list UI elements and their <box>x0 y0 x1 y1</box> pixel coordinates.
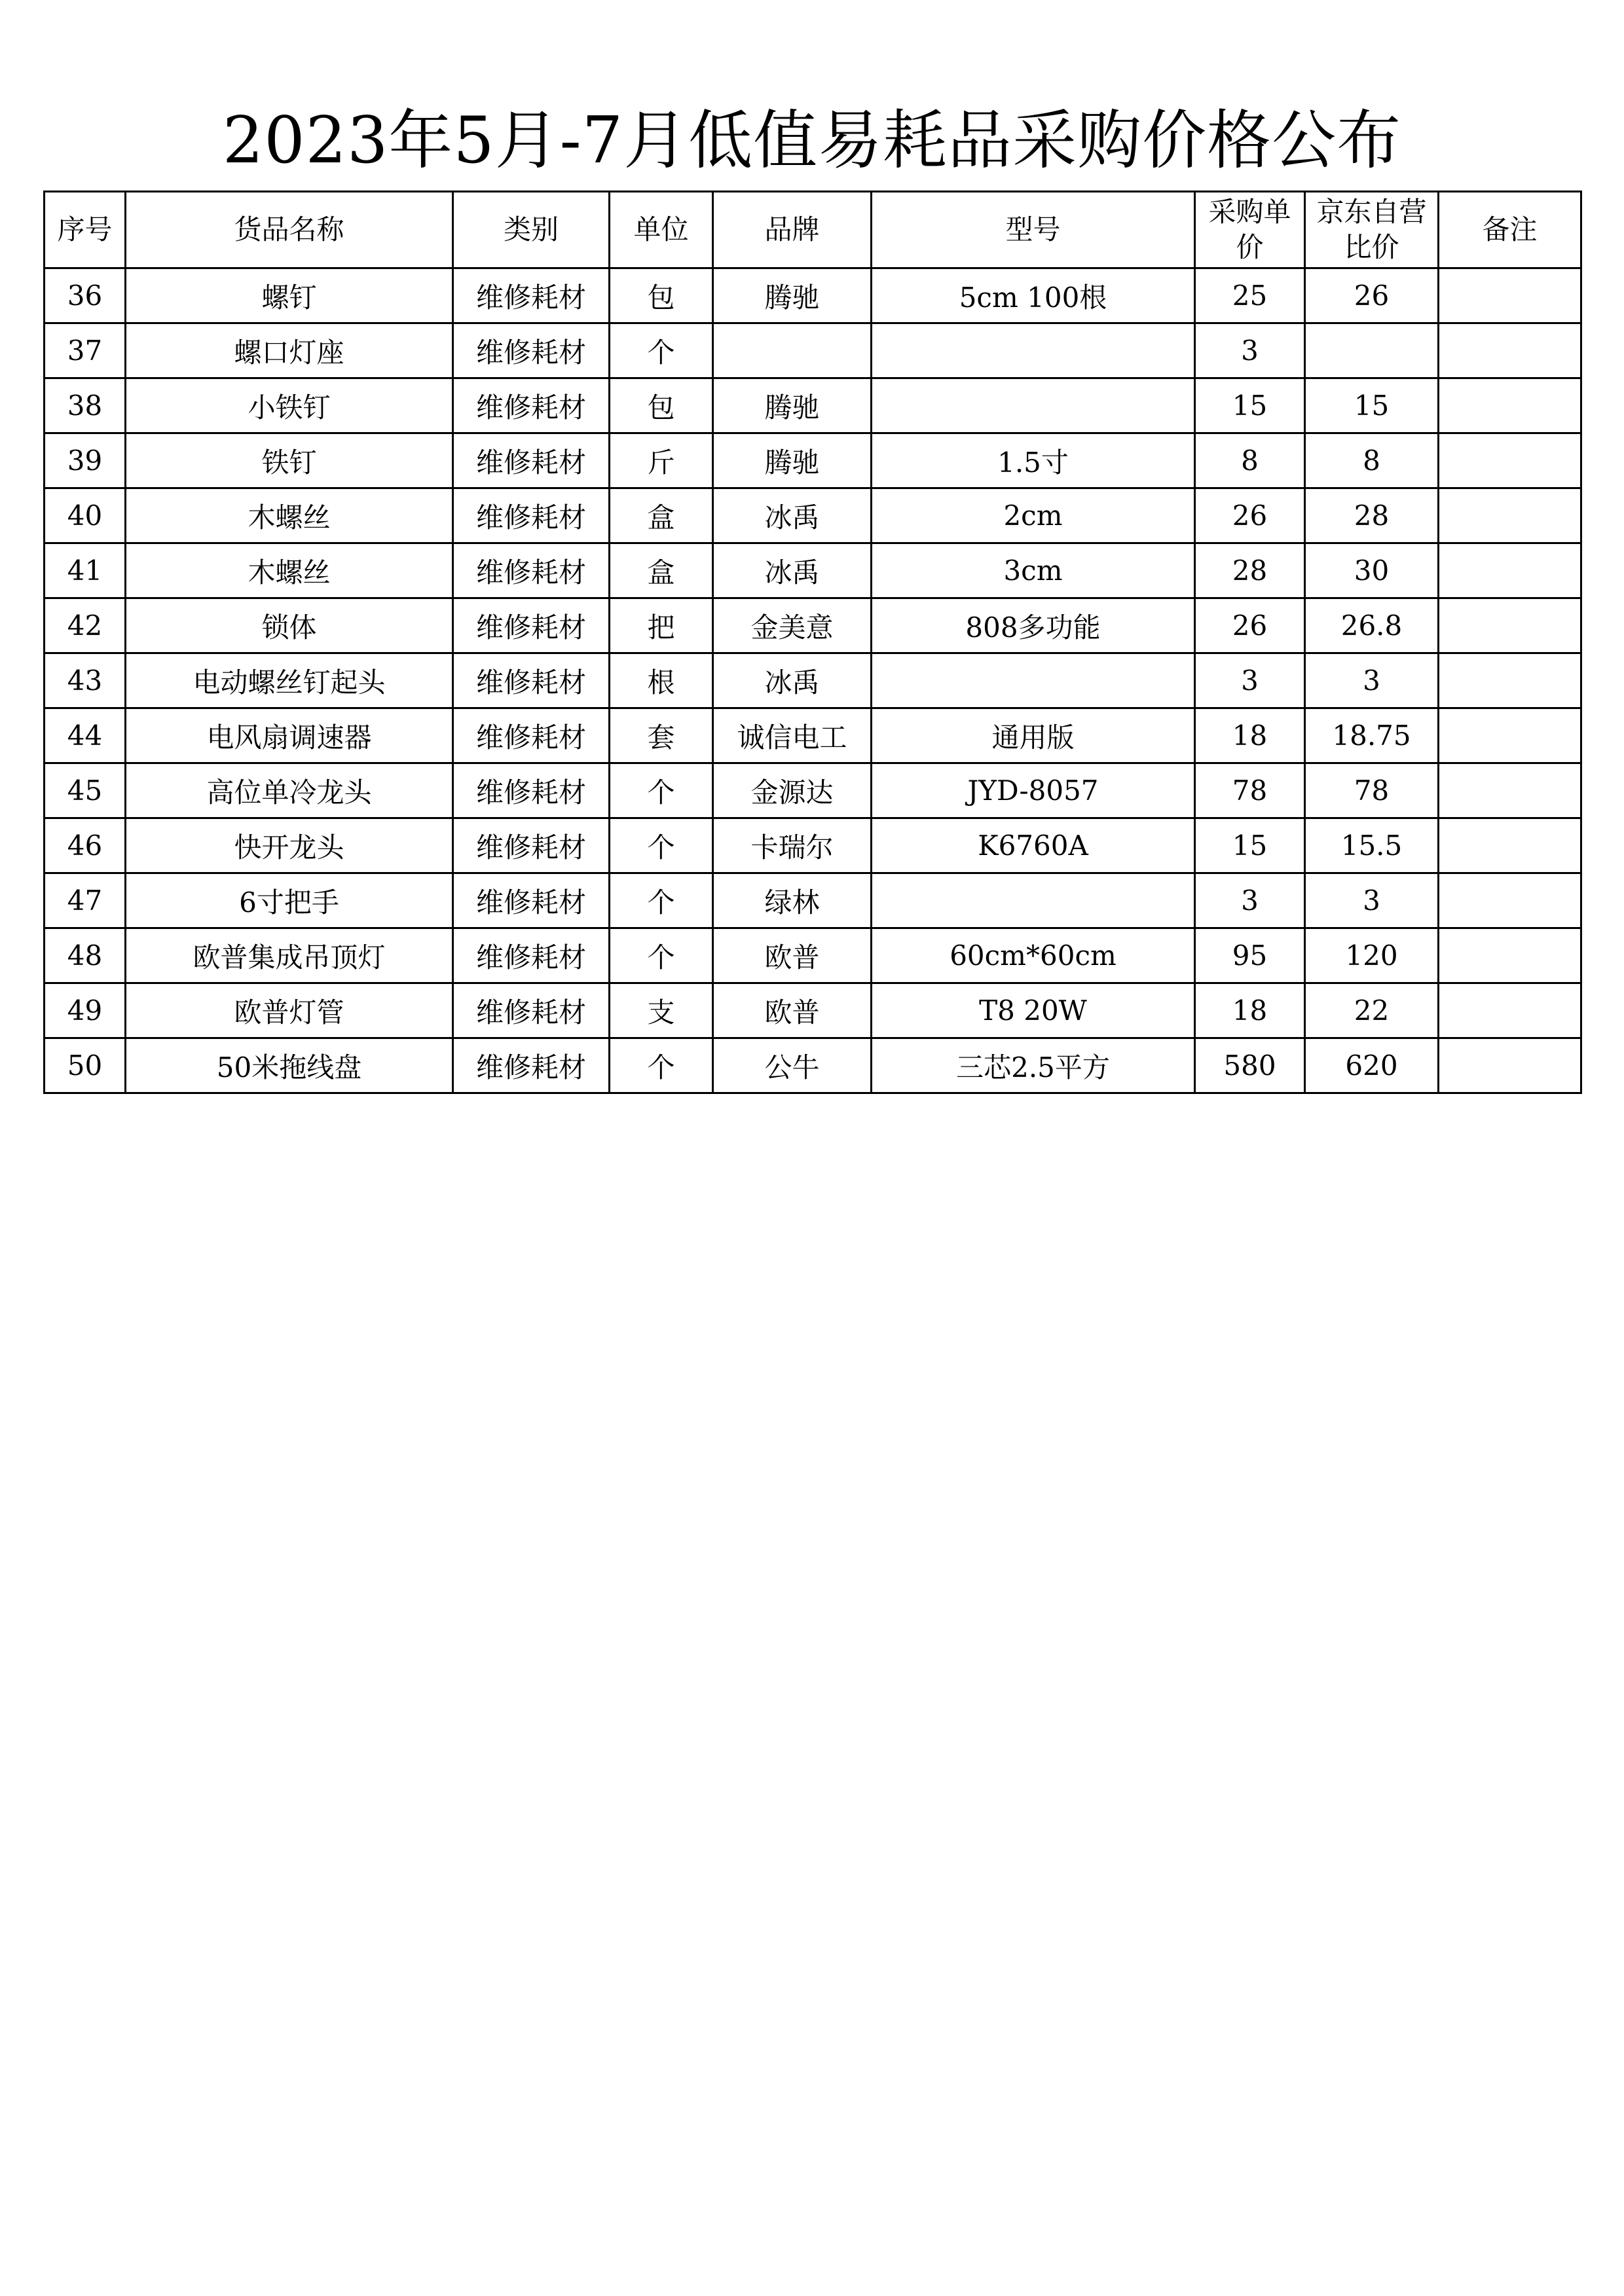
cell-unit: 斤 <box>610 433 713 488</box>
cell-unit: 个 <box>610 323 713 378</box>
cell-category: 维修耗材 <box>453 1038 610 1093</box>
cell-note <box>1439 378 1581 433</box>
header-model: 型号 <box>872 192 1195 268</box>
cell-name: 6寸把手 <box>126 873 453 928</box>
cell-brand: 欧普 <box>713 983 872 1038</box>
cell-no: 49 <box>45 983 126 1038</box>
cell-unit: 套 <box>610 708 713 763</box>
cell-no: 38 <box>45 378 126 433</box>
table-row <box>45 378 1581 433</box>
cell-price: 3 <box>1195 873 1305 928</box>
cell-note <box>1439 323 1581 378</box>
cell-unit: 个 <box>610 873 713 928</box>
cell-note <box>1439 1038 1581 1093</box>
cell-model <box>872 378 1195 433</box>
cell-unit: 把 <box>610 598 713 653</box>
cell-note <box>1439 708 1581 763</box>
cell-price: 3 <box>1195 653 1305 708</box>
cell-model: 5cm 100根 <box>872 268 1195 323</box>
table-body <box>45 268 1581 1093</box>
cell-brand: 腾驰 <box>713 268 872 323</box>
table-row <box>45 818 1581 873</box>
cell-category: 维修耗材 <box>453 543 610 598</box>
cell-model: 通用版 <box>872 708 1195 763</box>
cell-name: 小铁钉 <box>126 378 453 433</box>
cell-no: 47 <box>45 873 126 928</box>
cell-price: 18 <box>1195 983 1305 1038</box>
table-row <box>45 543 1581 598</box>
cell-note <box>1439 488 1581 543</box>
cell-model <box>872 323 1195 378</box>
cell-no: 40 <box>45 488 126 543</box>
cell-name: 50米拖线盘 <box>126 1038 453 1093</box>
cell-name: 欧普灯管 <box>126 983 453 1038</box>
cell-model <box>872 653 1195 708</box>
table-row <box>45 708 1581 763</box>
table-row <box>45 928 1581 983</box>
cell-price: 25 <box>1195 268 1305 323</box>
cell-jd-price: 28 <box>1305 488 1439 543</box>
table-header-row <box>45 192 1581 268</box>
cell-jd-price: 620 <box>1305 1038 1439 1093</box>
cell-no: 45 <box>45 763 126 818</box>
cell-no: 37 <box>45 323 126 378</box>
cell-category: 维修耗材 <box>453 708 610 763</box>
cell-jd-price: 22 <box>1305 983 1439 1038</box>
cell-price: 3 <box>1195 323 1305 378</box>
cell-brand: 腾驰 <box>713 433 872 488</box>
cell-note <box>1439 543 1581 598</box>
cell-name: 欧普集成吊顶灯 <box>126 928 453 983</box>
cell-note <box>1439 598 1581 653</box>
cell-jd-price: 3 <box>1305 873 1439 928</box>
header-price: 采购单价 <box>1195 192 1305 268</box>
cell-no: 50 <box>45 1038 126 1093</box>
cell-category: 维修耗材 <box>453 433 610 488</box>
cell-jd-price <box>1305 323 1439 378</box>
cell-name: 木螺丝 <box>126 543 453 598</box>
page-title: 2023年5月-7月低值易耗品采购价格公布 <box>222 103 1402 178</box>
cell-price: 26 <box>1195 598 1305 653</box>
cell-price: 15 <box>1195 818 1305 873</box>
cell-jd-price: 15 <box>1305 378 1439 433</box>
cell-name: 木螺丝 <box>126 488 453 543</box>
cell-category: 维修耗材 <box>453 983 610 1038</box>
table-row <box>45 873 1581 928</box>
cell-brand: 公牛 <box>713 1038 872 1093</box>
cell-no: 43 <box>45 653 126 708</box>
cell-note <box>1439 818 1581 873</box>
cell-price: 18 <box>1195 708 1305 763</box>
cell-price: 8 <box>1195 433 1305 488</box>
cell-model: 2cm <box>872 488 1195 543</box>
header-brand: 品牌 <box>713 192 872 268</box>
cell-category: 维修耗材 <box>453 818 610 873</box>
header-category: 类别 <box>453 192 610 268</box>
cell-jd-price: 15.5 <box>1305 818 1439 873</box>
cell-price: 15 <box>1195 378 1305 433</box>
cell-category: 维修耗材 <box>453 763 610 818</box>
header-unit: 单位 <box>610 192 713 268</box>
cell-no: 42 <box>45 598 126 653</box>
cell-jd-price: 120 <box>1305 928 1439 983</box>
table-row <box>45 323 1581 378</box>
cell-note <box>1439 873 1581 928</box>
cell-no: 46 <box>45 818 126 873</box>
cell-price: 26 <box>1195 488 1305 543</box>
cell-category: 维修耗材 <box>453 653 610 708</box>
price-table <box>43 191 1582 1094</box>
cell-unit: 个 <box>610 818 713 873</box>
cell-brand: 金源达 <box>713 763 872 818</box>
cell-jd-price: 18.75 <box>1305 708 1439 763</box>
cell-brand <box>713 323 872 378</box>
cell-brand: 冰禹 <box>713 653 872 708</box>
cell-note <box>1439 653 1581 708</box>
cell-jd-price: 30 <box>1305 543 1439 598</box>
cell-note <box>1439 763 1581 818</box>
table-row <box>45 763 1581 818</box>
cell-brand: 冰禹 <box>713 488 872 543</box>
cell-brand: 诚信电工 <box>713 708 872 763</box>
cell-name: 高位单冷龙头 <box>126 763 453 818</box>
cell-jd-price: 8 <box>1305 433 1439 488</box>
cell-no: 41 <box>45 543 126 598</box>
cell-no: 39 <box>45 433 126 488</box>
cell-unit: 支 <box>610 983 713 1038</box>
cell-category: 维修耗材 <box>453 488 610 543</box>
cell-brand: 卡瑞尔 <box>713 818 872 873</box>
cell-unit: 盒 <box>610 543 713 598</box>
cell-jd-price: 78 <box>1305 763 1439 818</box>
cell-note <box>1439 268 1581 323</box>
cell-model: 60cm*60cm <box>872 928 1195 983</box>
cell-no: 48 <box>45 928 126 983</box>
cell-name: 螺钉 <box>126 268 453 323</box>
table-row <box>45 983 1581 1038</box>
cell-unit: 包 <box>610 378 713 433</box>
cell-model: K6760A <box>872 818 1195 873</box>
cell-model: JYD-8057 <box>872 763 1195 818</box>
table-row <box>45 268 1581 323</box>
cell-unit: 个 <box>610 1038 713 1093</box>
cell-jd-price: 26 <box>1305 268 1439 323</box>
cell-category: 维修耗材 <box>453 378 610 433</box>
cell-price: 580 <box>1195 1038 1305 1093</box>
cell-name: 电动螺丝钉起头 <box>126 653 453 708</box>
table-row <box>45 433 1581 488</box>
cell-jd-price: 26.8 <box>1305 598 1439 653</box>
cell-no: 44 <box>45 708 126 763</box>
cell-unit: 盒 <box>610 488 713 543</box>
table-row <box>45 598 1581 653</box>
cell-model: 三芯2.5平方 <box>872 1038 1195 1093</box>
header-name: 货品名称 <box>126 192 453 268</box>
cell-price: 95 <box>1195 928 1305 983</box>
cell-jd-price: 3 <box>1305 653 1439 708</box>
cell-category: 维修耗材 <box>453 268 610 323</box>
cell-model: 3cm <box>872 543 1195 598</box>
cell-note <box>1439 983 1581 1038</box>
cell-unit: 包 <box>610 268 713 323</box>
header-jd-price: 京东自营比价 <box>1305 192 1439 268</box>
cell-name: 快开龙头 <box>126 818 453 873</box>
cell-no: 36 <box>45 268 126 323</box>
header-no: 序号 <box>45 192 126 268</box>
cell-brand: 冰禹 <box>713 543 872 598</box>
cell-model: 1.5寸 <box>872 433 1195 488</box>
cell-brand: 欧普 <box>713 928 872 983</box>
cell-model <box>872 873 1195 928</box>
cell-brand: 绿林 <box>713 873 872 928</box>
cell-price: 28 <box>1195 543 1305 598</box>
header-note: 备注 <box>1439 192 1581 268</box>
cell-category: 维修耗材 <box>453 323 610 378</box>
cell-note <box>1439 433 1581 488</box>
cell-brand: 金美意 <box>713 598 872 653</box>
cell-category: 维修耗材 <box>453 873 610 928</box>
cell-category: 维修耗材 <box>453 598 610 653</box>
cell-unit: 根 <box>610 653 713 708</box>
cell-name: 铁钉 <box>126 433 453 488</box>
cell-price: 78 <box>1195 763 1305 818</box>
cell-model: T8 20W <box>872 983 1195 1038</box>
cell-brand: 腾驰 <box>713 378 872 433</box>
table-row <box>45 1038 1581 1093</box>
cell-name: 电风扇调速器 <box>126 708 453 763</box>
cell-note <box>1439 928 1581 983</box>
table-row <box>45 488 1581 543</box>
cell-category: 维修耗材 <box>453 928 610 983</box>
cell-model: 808多功能 <box>872 598 1195 653</box>
cell-name: 螺口灯座 <box>126 323 453 378</box>
cell-unit: 个 <box>610 763 713 818</box>
table-row <box>45 653 1581 708</box>
cell-unit: 个 <box>610 928 713 983</box>
cell-name: 锁体 <box>126 598 453 653</box>
